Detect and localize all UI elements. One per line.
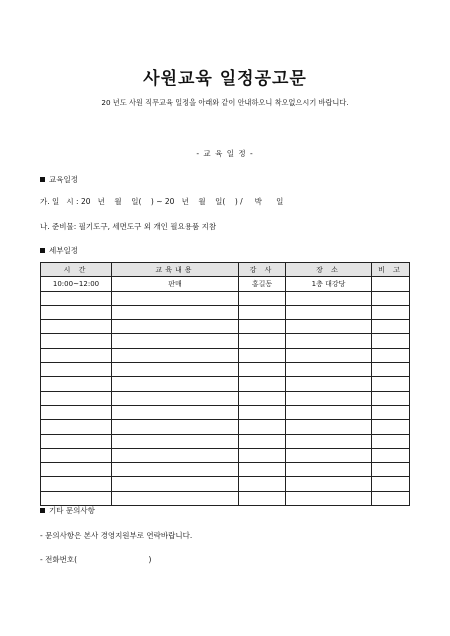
section-heading: 세부일정: [49, 246, 78, 255]
cell-instructor: [239, 391, 286, 405]
table-row: [41, 477, 410, 491]
cell-time: [41, 491, 112, 505]
cell-remarks: [372, 405, 410, 419]
cell-remarks: [372, 391, 410, 405]
cell-content: [112, 348, 239, 362]
supplies-line: 나. 준비물: 필기도구, 세면도구 외 개인 필요용품 지참: [40, 222, 217, 231]
cell-location: [286, 363, 372, 377]
cell-instructor: [239, 477, 286, 491]
table-header-row: [41, 263, 410, 277]
cell-instructor: [239, 491, 286, 505]
header-instructor: 강 사: [239, 263, 286, 277]
cell-instructor: [239, 291, 286, 305]
cell-time: [41, 434, 112, 448]
table-row: [41, 448, 410, 462]
table-row: [41, 434, 410, 448]
cell-location: [286, 405, 372, 419]
document-title: 사원교육 일정공고문: [143, 69, 307, 89]
table-row: [41, 348, 410, 362]
header-content: 교육내용: [112, 263, 239, 277]
section-other-inquiries: [40, 505, 95, 516]
section-education-schedule: [40, 174, 78, 185]
cell-content: [112, 434, 239, 448]
cell-instructor: 홍길동: [239, 277, 286, 291]
cell-location: [286, 448, 372, 462]
cell-location: [286, 463, 372, 477]
cell-remarks: [372, 463, 410, 477]
cell-time: [41, 391, 112, 405]
cell-content: [112, 334, 239, 348]
section-heading: 기타 문의사항: [49, 506, 95, 515]
table-row: [41, 420, 410, 434]
square-bullet-icon: [40, 508, 45, 513]
cell-content: [112, 291, 239, 305]
header-location: 장 소: [286, 263, 372, 277]
cell-time: [41, 477, 112, 491]
header-time: 시 간: [41, 263, 112, 277]
cell-instructor: [239, 434, 286, 448]
square-bullet-icon: [40, 177, 45, 182]
cell-remarks: [372, 477, 410, 491]
cell-instructor: [239, 348, 286, 362]
cell-location: [286, 477, 372, 491]
header-remarks: 비 고: [372, 263, 410, 277]
cell-location: [286, 491, 372, 505]
section-detail-schedule: [40, 245, 78, 256]
table-row: [41, 291, 410, 305]
cell-remarks: [372, 491, 410, 505]
cell-instructor: [239, 448, 286, 462]
table-row: [41, 491, 410, 505]
cell-time: [41, 463, 112, 477]
table-row: [41, 405, 410, 419]
cell-instructor: [239, 420, 286, 434]
cell-remarks: [372, 363, 410, 377]
cell-location: [286, 377, 372, 391]
phone-line: - 전화번호( ): [40, 555, 152, 564]
cell-time: [41, 305, 112, 319]
table-row: [41, 320, 410, 334]
cell-time: [41, 334, 112, 348]
cell-content: [112, 363, 239, 377]
cell-content: [112, 491, 239, 505]
cell-time: [41, 448, 112, 462]
cell-content: [112, 377, 239, 391]
cell-remarks: [372, 320, 410, 334]
table-row: [41, 377, 410, 391]
cell-remarks: [372, 348, 410, 362]
cell-time: [41, 363, 112, 377]
cell-time: [41, 405, 112, 419]
cell-location: [286, 434, 372, 448]
section-heading: 교육일정: [49, 175, 78, 184]
cell-remarks: [372, 291, 410, 305]
table-row: [41, 391, 410, 405]
cell-instructor: [239, 405, 286, 419]
cell-location: [286, 391, 372, 405]
cell-location: [286, 420, 372, 434]
cell-remarks: [372, 377, 410, 391]
cell-remarks: [372, 448, 410, 462]
schedule-subtitle: - 교 육 일 정 -: [196, 149, 254, 158]
cell-time: [41, 377, 112, 391]
cell-content: [112, 477, 239, 491]
cell-time: [41, 420, 112, 434]
cell-instructor: [239, 363, 286, 377]
cell-instructor: [239, 305, 286, 319]
cell-content: [112, 405, 239, 419]
cell-content: [112, 305, 239, 319]
cell-remarks: [372, 334, 410, 348]
square-bullet-icon: [40, 248, 45, 253]
contact-line: - 문의사항은 본사 경영지원부로 연락바랍니다.: [40, 531, 193, 540]
cell-remarks: [372, 434, 410, 448]
cell-remarks: [372, 277, 410, 291]
cell-location: 1층 대강당: [286, 277, 372, 291]
cell-time: [41, 320, 112, 334]
cell-location: [286, 305, 372, 319]
cell-time: [41, 348, 112, 362]
cell-location: [286, 348, 372, 362]
cell-content: [112, 320, 239, 334]
intro-text: 20 년도 사원 직무교육 일정을 아래와 같이 안내하오니 착오없으시기 바랍니다.: [101, 98, 349, 107]
cell-content: [112, 463, 239, 477]
cell-instructor: [239, 377, 286, 391]
cell-location: [286, 320, 372, 334]
cell-content: [112, 391, 239, 405]
table-row: [41, 463, 410, 477]
table-row: [41, 277, 410, 291]
cell-instructor: [239, 463, 286, 477]
cell-location: [286, 291, 372, 305]
schedule-table: [40, 262, 410, 506]
cell-remarks: [372, 420, 410, 434]
cell-time: 10:00~12:00: [41, 277, 112, 291]
cell-instructor: [239, 334, 286, 348]
schedule-table-body: [41, 277, 410, 506]
table-row: [41, 363, 410, 377]
cell-content: 판매: [112, 277, 239, 291]
cell-location: [286, 334, 372, 348]
schedule-date-line: 가. 일 시 : 20 년 월 일( ) ~ 20 년 월 일( ) / 박 일: [40, 197, 284, 206]
table-row: [41, 334, 410, 348]
table-row: [41, 305, 410, 319]
cell-time: [41, 291, 112, 305]
cell-instructor: [239, 320, 286, 334]
cell-content: [112, 420, 239, 434]
cell-remarks: [372, 305, 410, 319]
cell-content: [112, 448, 239, 462]
